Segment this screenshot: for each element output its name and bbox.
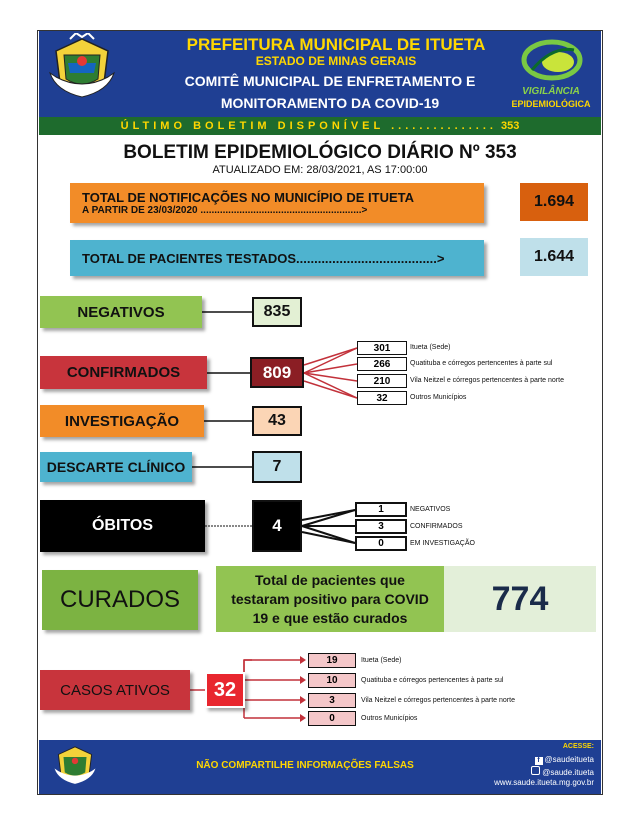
bulletin-title: BOLETIM EPIDEMIOLÓGICO DIÁRIO Nº 353	[123, 142, 517, 163]
instagram-icon	[531, 766, 540, 775]
brand-top-text: VIGILÂNCIA	[522, 86, 580, 97]
active-box: CASOS ATIVOS	[40, 670, 190, 710]
deaths-negative-value: 1	[355, 502, 407, 517]
confirmed-north-label: Vila Neitzel e córregos pertencentes à parte norte	[410, 377, 564, 384]
cured-box: CURADOS	[42, 570, 198, 630]
notifications-period: A PARTIR DE 23/03/2020 ..........................................................>	[82, 205, 368, 216]
discard-box: DESCARTE CLÍNICO	[40, 452, 192, 482]
active-value: 32	[205, 672, 245, 708]
last-bulletin-label: ÚLTIMO BOLETIM DISPONÍVEL ...............	[120, 120, 497, 132]
deaths-confirmed-label: CONFIRMADOS	[410, 523, 463, 530]
footer-facebook-link[interactable]	[470, 755, 594, 765]
active-sede-label: Itueta (Sede)	[361, 657, 402, 664]
active-sede-value: 19	[308, 653, 356, 668]
deaths-negative-label: NEGATIVOS	[410, 506, 451, 513]
negatives-box: NEGATIVOS	[40, 296, 202, 328]
deaths-investigation-value: 0	[355, 536, 407, 551]
deaths-value: 4	[252, 500, 302, 552]
facebook-icon: f	[535, 757, 543, 765]
prefecture-title: PREFEITURA MUNICIPAL DE ITUETA	[186, 35, 486, 54]
confirmed-other-label: Outros Municípios	[410, 394, 467, 401]
active-north-label: Vila Neitzel e córregos pertencentes à parte norte	[361, 697, 515, 704]
confirmed-sede-label: Itueta (Sede)	[410, 344, 451, 351]
state-subtitle: ESTADO DE MINAS GERAIS	[255, 54, 417, 68]
cured-description: Total de pacientes que testaram positivo para COVID 19 e que estão curados	[216, 566, 444, 632]
updated-timestamp: ATUALIZADO EM: 28/03/2021, AS 17:00:00	[212, 164, 428, 176]
confirmed-sede-value: 301	[357, 341, 407, 355]
active-other-value: 0	[308, 711, 356, 726]
footer-website-link[interactable]: www.saude.itueta.mg.gov.br	[494, 778, 594, 787]
committee-line-2: MONITORAMENTO DA COVID-19	[220, 95, 440, 111]
active-other-label: Outros Municípios	[361, 715, 418, 722]
footer-access-label: ACESSE:	[562, 743, 594, 750]
deaths-confirmed-value: 3	[355, 519, 407, 534]
negatives-value: 835	[252, 297, 302, 327]
notifications-label: TOTAL DE NOTIFICAÇÕES NO MUNICÍPIO DE ITUETA	[82, 190, 414, 205]
active-south-label: Quatituba e córregos pertencentes à parte sul	[361, 677, 504, 684]
active-north-value: 3	[308, 693, 356, 708]
cured-value: 774	[444, 566, 596, 632]
investigation-value: 43	[252, 406, 302, 436]
brand-bottom-text: EPIDEMIOLÓGICA	[511, 99, 591, 109]
investigation-box: INVESTIGAÇÃO	[40, 405, 204, 437]
footer-message: NÃO COMPARTILHE INFORMAÇÕES FALSAS	[196, 760, 414, 771]
confirmed-south-label: Quatituba e córregos pertencentes à parte sul	[410, 360, 553, 367]
notifications-value: 1.694	[520, 183, 588, 221]
confirmed-north-value: 210	[357, 374, 407, 388]
discard-value: 7	[252, 451, 302, 483]
deaths-box: ÓBITOS	[40, 500, 205, 552]
confirmed-value: 809	[250, 357, 304, 388]
tested-value: 1.644	[520, 238, 588, 276]
instagram-handle: @saude.itueta	[542, 768, 594, 777]
footer-coat-of-arms	[52, 743, 98, 789]
confirmed-box: CONFIRMADOS	[40, 356, 207, 389]
active-south-value: 10	[308, 673, 356, 688]
confirmed-other-value: 32	[357, 391, 407, 405]
facebook-handle: @saudeitueta	[544, 755, 594, 764]
footer-instagram-link[interactable]	[470, 766, 594, 777]
last-bulletin-number: 353	[500, 120, 520, 132]
confirmed-south-value: 266	[357, 357, 407, 371]
deaths-investigation-label: EM INVESTIGAÇÃO	[410, 540, 475, 547]
committee-line-1: COMITÊ MUNICIPAL DE ENFRETAMENTO E	[184, 73, 476, 89]
tested-label: TOTAL DE PACIENTES TESTADOS.......................................>	[82, 250, 445, 266]
